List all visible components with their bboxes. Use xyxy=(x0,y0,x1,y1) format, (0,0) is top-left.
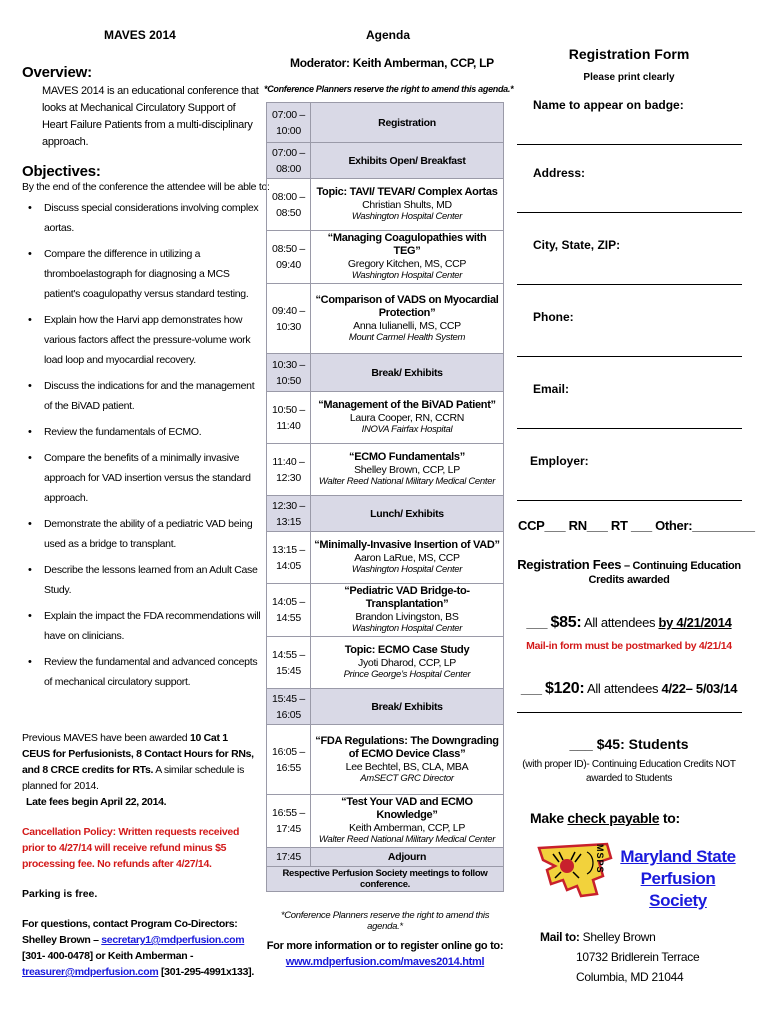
fee1-amount: $85: xyxy=(550,614,582,631)
employer-label: Employer: xyxy=(530,454,589,468)
agenda-time-end: 13:15 xyxy=(276,515,301,528)
agenda-row xyxy=(267,532,504,584)
session-speaker: Laura Cooper, RN, CCRN xyxy=(349,412,465,424)
email-field[interactable] xyxy=(517,428,742,429)
address-label: Address: xyxy=(533,166,586,180)
fee-45[interactable]: ___ $45: Students xyxy=(569,736,689,752)
agenda-time-start: 14:55 – xyxy=(272,648,305,661)
disclaimer-bottom: *Conference Planners reserve the right to amend this agenda.* xyxy=(280,910,490,932)
fee2-blank: ___ xyxy=(520,681,545,696)
address-field-1[interactable] xyxy=(517,212,742,213)
agenda-row xyxy=(267,725,504,795)
agenda-time xyxy=(267,584,311,637)
objective-item: • Discuss special considerations involving complex aortas. xyxy=(22,198,262,238)
session-speaker: Keith Amberman, CCP, LP xyxy=(348,822,466,834)
contact1-name: Shelley Brown – xyxy=(22,934,102,946)
payee-line-1: Maryland State xyxy=(620,847,736,866)
fee2-amount: $120: xyxy=(544,680,585,697)
agenda-session xyxy=(311,284,504,354)
overview-heading: Overview: xyxy=(22,64,92,81)
fees-sub: – Continuing Education Credits awarded xyxy=(588,560,741,586)
agenda-time xyxy=(267,392,311,444)
session-title: “Comparison of VADS on Myocardial Protection” xyxy=(315,293,499,319)
agenda-session xyxy=(311,103,504,143)
agenda-time-start: 08:00 – xyxy=(272,190,305,203)
fee2-text: All attendees xyxy=(584,681,662,696)
session-title: “Management of the BiVAD Patient” xyxy=(318,399,496,411)
agenda-session xyxy=(311,725,504,795)
registration-title: Registration Form xyxy=(568,46,690,62)
agenda-time-start: 12:30 – xyxy=(272,499,305,512)
agenda-time xyxy=(267,284,311,354)
objective-item: • Explain the impact the FDA recommendations will have on clinicians. xyxy=(22,606,262,646)
credential-line[interactable]: CCP___ RN___ RT ___ Other:_________ xyxy=(518,518,755,533)
agenda-row xyxy=(267,444,504,496)
agenda-time xyxy=(267,848,311,867)
city-field[interactable] xyxy=(517,284,742,285)
agenda-session xyxy=(311,532,504,584)
agenda-time-end: 15:45 xyxy=(276,664,301,677)
objectives-list xyxy=(22,198,262,692)
contact2-phone: [301-295-4991x133]. xyxy=(158,966,254,978)
agenda-row xyxy=(267,103,504,143)
agenda-time xyxy=(267,496,311,532)
fee1-date: by 4/21/2014 xyxy=(658,615,732,630)
agenda-time xyxy=(267,103,311,143)
agenda-time xyxy=(267,532,311,584)
session-title: “Pediatric VAD Bridge-to-Transplantation” xyxy=(344,585,470,610)
session-title: “Test Your VAD and ECMO Knowledge” xyxy=(341,796,473,821)
session-location: Mount Carmel Health System xyxy=(348,331,466,343)
agenda-time-start: 10:30 – xyxy=(272,358,305,371)
badge-field[interactable] xyxy=(517,144,742,145)
session-title: Lunch/ Exhibits xyxy=(370,507,444,520)
session-title: Break/ Exhibits xyxy=(371,700,443,713)
session-speaker: Jyoti Dharod, CCP, LP xyxy=(358,657,456,669)
objectives-heading: Objectives: xyxy=(22,163,101,180)
session-speaker: Shelley Brown, CCP, LP xyxy=(354,464,460,476)
session-speaker: Gregory Kitchen, MS, CCP xyxy=(347,258,467,270)
phone-label: Phone: xyxy=(533,310,574,324)
agenda-time-start: 16:55 – xyxy=(272,807,305,819)
agenda-footer-row xyxy=(267,867,504,892)
agenda-time-start: 16:05 – xyxy=(272,745,305,758)
moderator: Moderator: Keith Amberman, CCP, LP xyxy=(290,56,494,70)
objective-item: • Review the fundamentals of ECMO. xyxy=(22,422,262,442)
contacts xyxy=(22,916,262,980)
ceus-text-1: Previous MAVES have been awarded xyxy=(22,732,190,744)
session-speaker: Brandon Livingston, BS xyxy=(355,611,459,623)
agenda-time xyxy=(267,689,311,725)
check-payable xyxy=(530,810,680,826)
check-label-3: to: xyxy=(659,810,680,826)
ceus-paragraph xyxy=(22,730,258,794)
parking: Parking is free. xyxy=(22,888,98,900)
agenda-session xyxy=(311,584,504,637)
session-title: “ECMO Fundamentals” xyxy=(349,451,465,463)
agenda-row xyxy=(267,392,504,444)
session-title: Adjourn xyxy=(387,851,427,863)
agenda-row xyxy=(267,584,504,637)
agenda-time xyxy=(267,354,311,392)
agenda-row xyxy=(267,689,504,725)
agenda-time xyxy=(267,795,311,848)
cancellation-policy: Cancellation Policy: Written requests received prior to 4/27/14 will receive refund minus $5 processing fee. No refunds after 4/27/14. xyxy=(22,826,240,870)
agenda-session xyxy=(311,392,504,444)
agenda-session xyxy=(311,444,504,496)
agenda-time-end: 11:40 xyxy=(276,419,301,432)
agenda-time-start: 07:00 – xyxy=(272,146,305,159)
fee1-note: Mail-in form must be postmarked by 4/21/14 xyxy=(526,640,732,652)
agenda-time xyxy=(267,637,311,689)
agenda-row xyxy=(267,848,504,867)
agenda-time-start: 11:40 – xyxy=(272,455,305,468)
agenda-time-start: 14:05 – xyxy=(272,596,305,608)
session-location: Walter Reed National Military Medical Center xyxy=(318,476,496,487)
objective-item: • Describe the lessons learned from an Adult Case Study. xyxy=(22,560,262,600)
agenda-time-end: 10:00 xyxy=(276,124,301,137)
payee-name xyxy=(612,846,744,912)
ceus-bold: 10 Cat 1 CEUS for Perfusionists, 8 Contact Hours for RNs, and 8 CRCE credits for RTs. xyxy=(22,732,254,776)
session-location: Washington Hospital Center xyxy=(351,270,463,281)
agenda-session xyxy=(311,179,504,231)
session-title: Break/ Exhibits xyxy=(371,366,443,379)
agenda-row xyxy=(267,637,504,689)
session-location: Prince George’s Hospital Center xyxy=(343,669,471,680)
agenda-session xyxy=(311,795,504,848)
fee-85[interactable] xyxy=(514,614,744,632)
badge-label: Name to appear on badge: xyxy=(533,98,684,112)
agenda-time-start: 10:50 – xyxy=(272,403,305,416)
objective-item: • Discuss the indications for and the management of the BiVAD patient. xyxy=(22,376,262,416)
mail-street: 10732 Bridlerein Terrace xyxy=(576,950,700,964)
session-speaker: Aaron LaRue, MS, CCP xyxy=(354,552,460,564)
agenda-table xyxy=(266,102,504,892)
fee-120[interactable] xyxy=(514,680,744,698)
agenda-session xyxy=(311,354,504,392)
objective-item: • Compare the difference in utilizing a thromboelastograph for diagnosing a MCS patient's coagulopathy versus standard testing. xyxy=(22,244,262,304)
agenda-time-end: 14:55 xyxy=(276,612,301,624)
agenda-time xyxy=(267,444,311,496)
session-speaker: Anna Iulianelli, MS, CCP xyxy=(353,319,461,332)
agenda-time-start: 08:50 – xyxy=(272,243,305,255)
agenda-time-end: 12:30 xyxy=(276,471,301,484)
objective-item: • Explain how the Harvi app demonstrates how various factors affect the pressure-volume work load loop and myocardial recovery. xyxy=(22,310,262,370)
agenda-row xyxy=(267,284,504,354)
agenda-time-start: 15:45 – xyxy=(272,692,305,705)
fee3-note: (with proper ID)- Continuing Education Credits NOT awarded to Students xyxy=(522,759,736,784)
employer-field[interactable] xyxy=(517,500,742,501)
agenda-time-end: 14:05 xyxy=(276,559,301,572)
objective-item: • Review the fundamental and advanced concepts of mechanical circulatory support. xyxy=(22,652,262,692)
fee1-text: All attendees xyxy=(581,615,659,630)
fees-divider xyxy=(517,712,742,713)
agenda-time-end: 08:50 xyxy=(276,206,301,219)
agenda-time xyxy=(267,231,311,284)
fees-heading-block xyxy=(514,558,744,587)
agenda-session xyxy=(311,689,504,725)
more-info-link[interactable]: www.mdperfusion.com/maves2014.html xyxy=(285,956,485,968)
agenda-time xyxy=(267,179,311,231)
more-info: For more information or to register online go to: xyxy=(266,940,504,952)
ceus-text-2: A similar schedule is planned for 2014. xyxy=(22,764,245,792)
agenda-title: Agenda xyxy=(366,28,411,42)
overview-text: MAVES 2014 is an educational conference that looks at Mechanical Circulatory Support of Heart Failure Patients from a multi-disciplinary approach. xyxy=(42,85,259,148)
mail-name: Shelley Brown xyxy=(579,930,656,944)
check-label-2: check payable xyxy=(567,810,660,826)
mail-city: Columbia, MD 21044 xyxy=(576,970,684,984)
objective-item: • Compare the benefits of a minimally invasive approach for VAD insertion versus the standard approach. xyxy=(22,448,262,508)
agenda-time-end: 17:45 xyxy=(276,823,301,835)
agenda-row xyxy=(267,354,504,392)
agenda-session xyxy=(311,496,504,532)
agenda-footer-text: Respective Perfusion Society meetings to follow conference. xyxy=(267,867,504,892)
city-label: City, State, ZIP: xyxy=(533,238,621,252)
check-label-1: Make xyxy=(530,810,568,826)
agenda-row xyxy=(267,496,504,532)
mail-to-line xyxy=(540,930,655,944)
agenda-session xyxy=(311,637,504,689)
agenda-row xyxy=(267,143,504,179)
agenda-time-start: 09:40 – xyxy=(272,304,305,317)
contact1-email-link[interactable]: secretary1@mdperfusion.com xyxy=(101,934,245,946)
agenda-time-end: 10:50 xyxy=(276,374,301,387)
phone-field[interactable] xyxy=(517,356,742,357)
late-fees: Late fees begin April 22, 2014. xyxy=(26,796,167,808)
session-location: Washington Hospital Center xyxy=(351,623,463,634)
session-title: “Managing Coagulopathies with TEG” xyxy=(327,232,487,257)
disclaimer-top: *Conference Planners reserve the right to amend this agenda.* xyxy=(264,84,514,94)
session-location: INOVA Fairfax Hospital xyxy=(361,424,453,435)
agenda-row xyxy=(267,795,504,848)
mail-label: Mail to: xyxy=(540,930,580,944)
agenda-session xyxy=(311,231,504,284)
contact2-email-link[interactable]: treasurer@mdperfusion.com xyxy=(22,966,159,978)
objective-item: • Demonstrate the ability of a pediatric VAD being used as a bridge to transplant. xyxy=(22,514,262,554)
agenda-time-end: 09:40 xyxy=(276,259,301,271)
fees-heading: Registration Fees xyxy=(517,557,622,572)
session-title: Registration xyxy=(378,116,436,129)
session-location: Washington Hospital Center xyxy=(351,211,463,222)
session-location: Washington Hospital Center xyxy=(351,564,463,575)
msps-logo xyxy=(537,840,613,900)
agenda-row xyxy=(267,179,504,231)
agenda-session xyxy=(311,143,504,179)
session-title: Topic: TAVI/ TEVAR/ Complex Aortas xyxy=(316,186,498,198)
session-speaker: Lee Bechtel, BS, CLA, MBA xyxy=(345,760,469,773)
agenda-time xyxy=(267,143,311,179)
agenda-time-end: 10:30 xyxy=(276,320,301,333)
session-title: “Minimally-Invasive Insertion of VAD” xyxy=(314,539,500,551)
session-title: Topic: ECMO Case Study xyxy=(344,644,470,656)
session-title: Exhibits Open/ Breakfast xyxy=(348,154,466,167)
session-title: “FDA Regulations: The Downgrading of ECMO Device Class” xyxy=(315,734,499,760)
agenda-time-end: 16:05 xyxy=(276,708,301,721)
email-label: Email: xyxy=(533,382,570,396)
agenda-time-start: 17:45 xyxy=(276,851,301,863)
agenda-time-start: 07:00 – xyxy=(272,108,305,121)
session-location: AmSECT GRC Director xyxy=(360,772,454,784)
contact1-phone: [301- 400-0478] or Keith Amberman - xyxy=(22,950,194,962)
fee1-blank: ___ xyxy=(526,615,551,630)
contacts-heading: For questions, contact Program Co-Directors: xyxy=(22,918,238,930)
agenda-time-start: 13:15 – xyxy=(272,543,305,556)
fee2-date: 4/22– 5/03/14 xyxy=(661,681,738,696)
event-title: MAVES 2014 xyxy=(104,28,176,42)
agenda-time-end: 16:55 xyxy=(276,761,301,774)
payee-line-2: Perfusion Society xyxy=(640,869,716,910)
agenda-session xyxy=(311,848,504,867)
agenda-row xyxy=(267,231,504,284)
objectives-intro: By the end of the conference the attendee will be able to: xyxy=(22,181,270,193)
session-speaker: Christian Shults, MD xyxy=(362,199,452,211)
print-note: Please print clearly xyxy=(583,72,675,83)
agenda-time-end: 08:00 xyxy=(276,162,301,175)
left-column xyxy=(22,28,270,698)
logo-text: MSPS xyxy=(595,844,605,874)
agenda-time xyxy=(267,725,311,795)
session-location: Walter Reed National Military Medical Center xyxy=(318,834,496,845)
